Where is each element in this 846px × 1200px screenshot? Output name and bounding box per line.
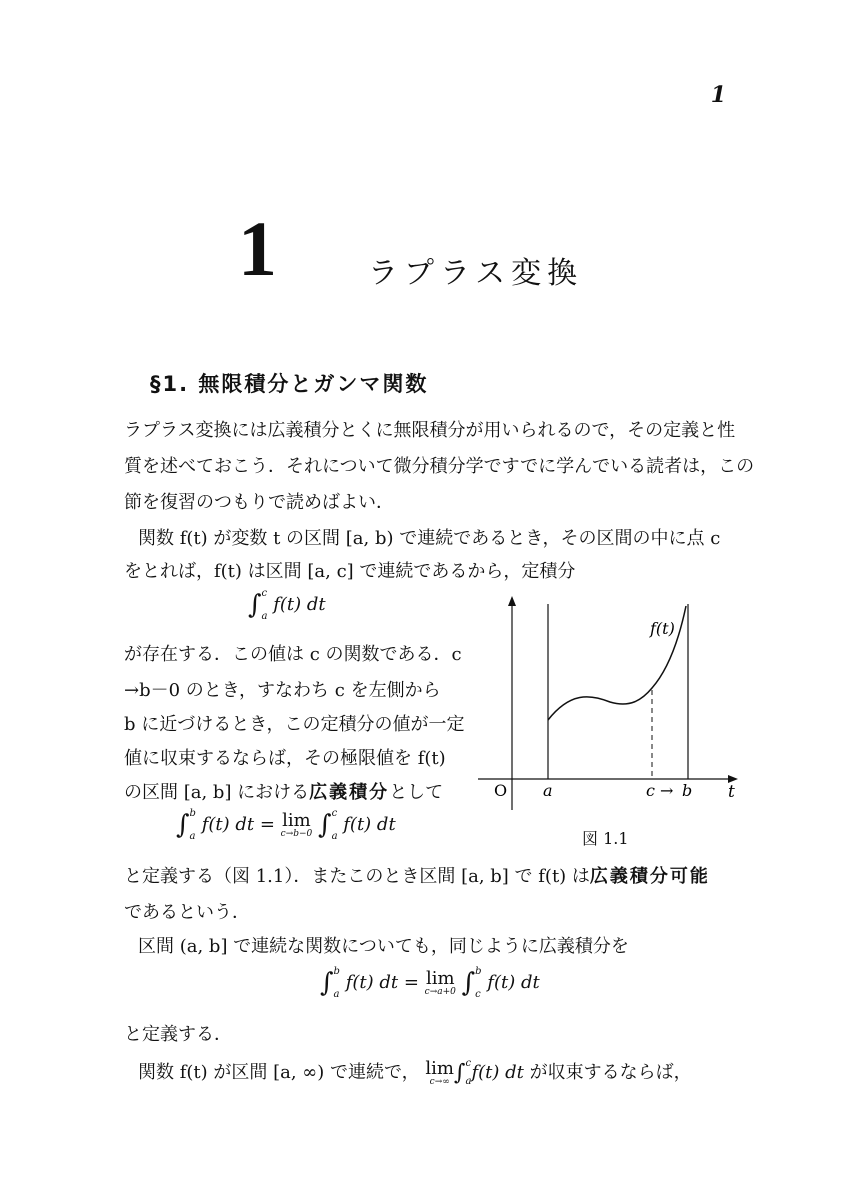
upper-bound: b [475,966,482,977]
arrow-label: → [660,781,674,800]
limit: lim c→∞ [425,1057,455,1087]
integrand: f(t) dt = [201,814,275,835]
integral-sign: ∫ [248,590,262,620]
text-line [124,778,443,804]
c-label: c [646,781,655,800]
text-run: の区間 [a, b] における [124,782,310,803]
text-line [138,1058,692,1087]
integral-sign: ∫ [318,810,332,840]
text-line: b に近づけるとき，この定積分の値が一定 [124,714,465,735]
lower-bound: a [189,831,196,842]
y-axis-arrow [508,596,516,606]
figure-caption: 図 1.1 [582,829,629,848]
text-line: 節を復習のつもりで読めばよい． [124,492,394,513]
page-number: 1 [710,82,726,108]
lower-bound: a [465,1076,472,1087]
integrand: f(t) dt [343,814,396,835]
integral-sign: ∫ [176,810,190,840]
lower-bound: a [333,989,340,1000]
b-label: b [682,781,693,800]
lower-bound: a [331,831,338,842]
text-line: と定義する． [124,1024,232,1045]
integrand: f(t) dt = [345,972,419,993]
integral-sign: ∫ [320,968,334,998]
text-run: が収束するならば， [529,1062,692,1083]
integrand: f(t) dt [273,594,326,615]
text-line: 質を述べておこう．それについて微分積分学ですでに学んでいる読者は，この [124,456,755,477]
chapter-number: 1 [238,205,277,292]
text-line: 関数 f(t) が変数 t の区間 [a, b) で連続であるとき，その区間の中に点 c [138,528,721,549]
integrand: f(t) dt [471,1062,524,1083]
limit: lim c→b−0 [280,809,313,839]
lower-bound: c [475,989,481,1000]
integral-sign: ∫ [461,968,476,998]
text-line: 値に収束するならば，その極限値を f(t) [124,748,446,769]
text-run: と定義する（図 1.1）．またこのとき区間 [a, b] で f(t) は [124,866,590,887]
figure-1-1 [470,592,750,818]
upper-bound: b [189,808,196,819]
upper-bound: c [331,808,338,819]
text-line: 区間 (a, b] で連続な関数についても，同じように広義積分を [138,936,629,957]
text-run: 関数 f(t) が区間 [a, ∞) で連続で， [138,1062,420,1083]
text-run: として [389,782,444,803]
text-line: が存在する．この値は c の関数である．c [124,644,462,665]
equation-definite-integral [248,588,326,622]
text-line: をとれば，f(t) は区間 [a, c] で連続であるから，定積分 [124,561,576,582]
origin-label: O [494,781,508,800]
t-label: t [728,782,735,802]
upper-bound: b [333,966,340,977]
integral-sign: ∫ [454,1060,466,1086]
curve-label: f(t) [650,619,675,638]
integrand: f(t) dt [487,972,540,993]
upper-bound: c [465,1058,472,1069]
term-improperly-integrable: 広義積分可能 [589,866,710,887]
upper-bound: c [261,588,268,599]
text-line: ラプラス変換には広義積分とくに無限積分が用いられるので，その定義と性 [124,420,736,441]
lower-bound: a [261,611,268,622]
equation-improper-integral-left [176,808,396,842]
text-line: であるという． [124,902,250,923]
term-improper-integral: 広義積分 [309,782,390,803]
text-line [124,862,710,888]
chapter-title: ラプラス変換 [368,256,584,291]
a-label: a [543,781,553,800]
text-line: →b－0 のとき，すなわち c を左側から [124,680,441,701]
section-heading: §1. 無限積分とガンマ関数 [150,372,429,396]
equation-improper-integral-right [320,966,540,1000]
limit: lim c→a+0 [424,967,456,997]
